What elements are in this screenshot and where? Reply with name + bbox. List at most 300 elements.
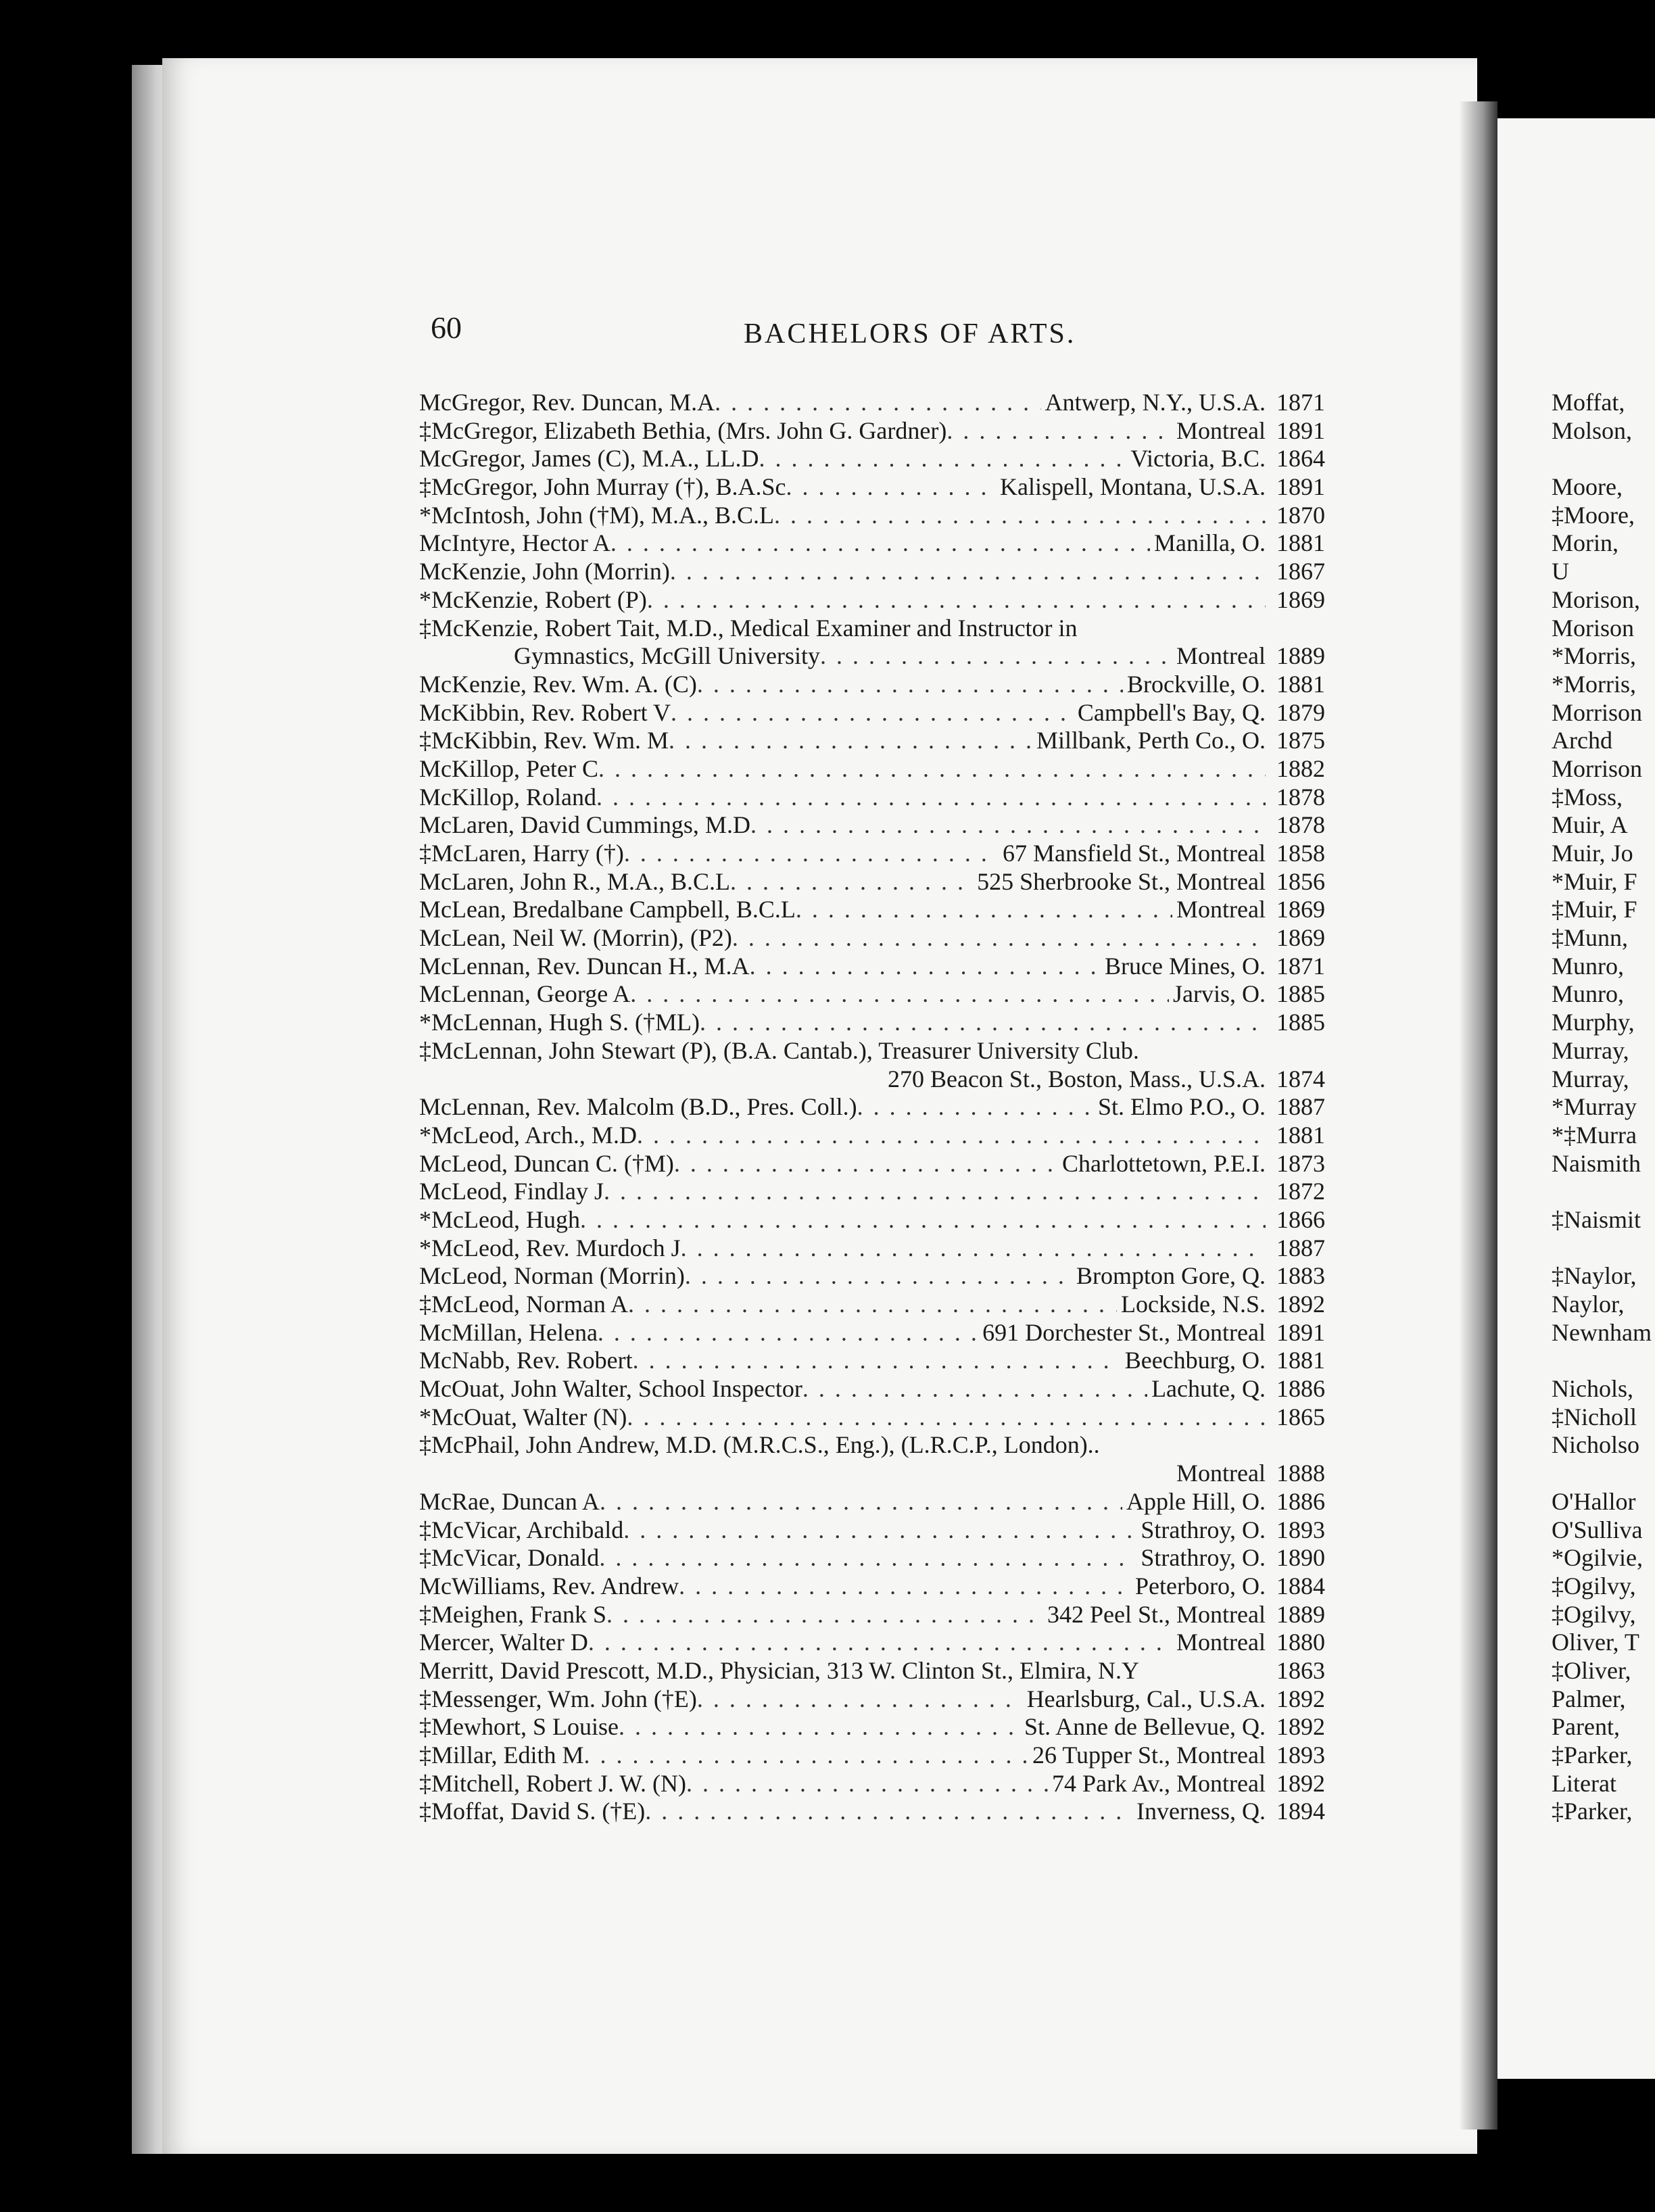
entry-location: Montreal bbox=[1176, 1460, 1266, 1487]
facing-page-fragment: ‡Parker, bbox=[1552, 1741, 1633, 1769]
entry-row bbox=[419, 1544, 1325, 1572]
entry-name: Merritt, David Prescott, M.D., Physician, 313 W. Clinton St., Elmira, N.Y bbox=[419, 1656, 1139, 1684]
dot-leader bbox=[599, 1544, 1136, 1572]
facing-page-fragment: Munro, bbox=[1552, 952, 1624, 980]
facing-page-fragment bbox=[1552, 1234, 1655, 1263]
entry-row bbox=[419, 1262, 1325, 1291]
entry-row bbox=[419, 558, 1325, 586]
facing-page-fragment: ‡Naylor, bbox=[1552, 1262, 1637, 1290]
entry-year: 1894 bbox=[1276, 1798, 1325, 1825]
entry-name: McLean, Bredalbane Campbell, B.C.L bbox=[419, 896, 796, 923]
entry-year: 1881 bbox=[1276, 1121, 1325, 1149]
facing-page-fragment: Morison bbox=[1552, 614, 1635, 642]
entry-name: ‡Mewhort, S Louise bbox=[419, 1713, 619, 1741]
entry-body bbox=[419, 784, 1266, 812]
entry-row bbox=[419, 1206, 1325, 1234]
entry-location: Bruce Mines, O. bbox=[1105, 952, 1266, 980]
dot-leader bbox=[679, 1572, 1131, 1601]
entry-year: 1888 bbox=[1276, 1460, 1325, 1487]
entry-name: *McOuat, Walter (N) bbox=[419, 1403, 627, 1430]
entry-name: McGregor, Rev. Duncan, M.A bbox=[419, 389, 715, 416]
entry-body bbox=[419, 1150, 1266, 1178]
facing-page-fragment: Nichols, bbox=[1552, 1375, 1633, 1403]
facing-page-fragment: ‡Nicholl bbox=[1552, 1403, 1637, 1430]
entry-name: McLeod, Duncan C. (†M) bbox=[419, 1149, 674, 1177]
entry-row bbox=[419, 1178, 1325, 1206]
entry-body bbox=[419, 1206, 1266, 1234]
entry-row bbox=[419, 840, 1325, 868]
entry-year: 1881 bbox=[1276, 670, 1325, 698]
entry-row bbox=[419, 1488, 1325, 1516]
facing-page-fragment: *Murray bbox=[1552, 1093, 1637, 1121]
entry-name: ‡Mitchell, Robert J. W. (N) bbox=[419, 1769, 686, 1797]
entry-body bbox=[419, 642, 1266, 671]
entry-name: *McIntosh, John (†M), M.A., B.C.L bbox=[419, 501, 775, 529]
entry-year: 1891 bbox=[1276, 1318, 1325, 1346]
entry-body bbox=[419, 558, 1266, 586]
entry-row bbox=[419, 1375, 1325, 1403]
entry-row bbox=[419, 953, 1325, 981]
entry-body bbox=[419, 1629, 1266, 1657]
dot-leader bbox=[674, 1150, 1058, 1178]
entry-row bbox=[419, 896, 1325, 924]
entry-year: 1870 bbox=[1276, 501, 1325, 529]
entry-body bbox=[419, 840, 1266, 868]
entry-year: 1878 bbox=[1276, 783, 1325, 811]
entry-name: ‡McGregor, John Murray (†), B.A.Sc bbox=[419, 473, 786, 501]
entry-body bbox=[419, 615, 1266, 643]
entry-name: McLennan, Rev. Malcolm (B.D., Pres. Coll.) bbox=[419, 1093, 857, 1121]
facing-page-fragment bbox=[1552, 1178, 1655, 1206]
dot-leader bbox=[730, 868, 973, 896]
dot-leader bbox=[670, 558, 1266, 586]
entry-location: 525 Sherbrooke St., Montreal bbox=[977, 867, 1266, 895]
entry-year: 1882 bbox=[1276, 754, 1325, 782]
dot-leader bbox=[624, 840, 999, 868]
entry-body bbox=[419, 1798, 1266, 1826]
entry-location: St. Anne de Bellevue, Q. bbox=[1024, 1713, 1266, 1741]
entry-location: Campbell's Bay, Q. bbox=[1077, 698, 1266, 726]
entry-year: 1883 bbox=[1276, 1262, 1325, 1290]
entry-name: ‡McLeod, Norman A bbox=[419, 1291, 628, 1318]
entry-row bbox=[419, 445, 1325, 473]
facing-page-fragment: Murphy, bbox=[1552, 1009, 1635, 1036]
entry-year: 1879 bbox=[1276, 698, 1325, 726]
facing-page-fragment: O'Hallor bbox=[1552, 1487, 1636, 1515]
entry-body bbox=[419, 389, 1266, 417]
facing-page-fragment: ‡Moss, bbox=[1552, 783, 1623, 811]
entry-year: 1872 bbox=[1276, 1178, 1325, 1205]
entry-body bbox=[419, 1544, 1266, 1572]
entry-row bbox=[419, 1629, 1325, 1657]
facing-page-fragment: Parent, bbox=[1552, 1713, 1620, 1741]
entry-body bbox=[419, 1093, 1266, 1122]
entry-year: 1890 bbox=[1276, 1544, 1325, 1572]
entry-location: Lachute, Q. bbox=[1151, 1375, 1266, 1403]
entry-location: Inverness, Q. bbox=[1136, 1798, 1266, 1825]
entry-body bbox=[419, 1516, 1266, 1545]
entry-location: Hearlsburg, Cal., U.S.A. bbox=[1026, 1685, 1266, 1712]
entry-location: 67 Mansfield St., Montreal bbox=[1003, 840, 1266, 867]
entry-location: Jarvis, O. bbox=[1173, 980, 1266, 1008]
facing-page-fragment: Moffat, bbox=[1552, 389, 1625, 416]
entry-name: Mercer, Walter D bbox=[419, 1629, 588, 1656]
entry-name: *McLennan, Hugh S. (†ML) bbox=[419, 1009, 700, 1036]
entry-year: 1858 bbox=[1276, 840, 1325, 867]
page-number: 60 bbox=[431, 310, 462, 345]
dot-leader bbox=[774, 502, 1266, 530]
dot-leader bbox=[623, 1516, 1136, 1545]
entry-location: Kalispell, Montana, U.S.A. bbox=[1000, 473, 1266, 501]
entry-row bbox=[419, 784, 1325, 812]
entry-row bbox=[419, 811, 1325, 840]
facing-page-fragment: Murray, bbox=[1552, 1036, 1629, 1064]
entry-name: McLennan, Rev. Duncan H., M.A bbox=[419, 952, 750, 980]
facing-page-fragment bbox=[1552, 445, 1655, 473]
entry-name: ‡Messenger, Wm. John (†E) bbox=[419, 1685, 697, 1712]
entry-location: 270 Beacon St., Boston, Mass., U.S.A. bbox=[887, 1065, 1266, 1092]
facing-page-fragment: Oliver, T bbox=[1552, 1629, 1639, 1656]
facing-page-fragment: Palmer, bbox=[1552, 1685, 1626, 1712]
facing-page-fragment: Literat bbox=[1552, 1769, 1616, 1797]
entry-row bbox=[419, 1798, 1325, 1826]
entry-location: Montreal bbox=[1176, 642, 1266, 670]
entry-year: 1866 bbox=[1276, 1205, 1325, 1233]
entry-body bbox=[419, 1037, 1266, 1065]
facing-page-fragment: ‡Ogilvy, bbox=[1552, 1572, 1636, 1600]
entry-body bbox=[419, 811, 1266, 840]
facing-page-fragment: ‡Naismit bbox=[1552, 1205, 1641, 1233]
entry-body bbox=[419, 417, 1266, 446]
entry-location: Manilla, O. bbox=[1154, 529, 1266, 557]
facing-page-fragment: O'Sulliva bbox=[1552, 1516, 1643, 1543]
entry-row bbox=[419, 1657, 1325, 1685]
entry-year: 1891 bbox=[1276, 473, 1325, 501]
facing-page-fragment: U bbox=[1552, 558, 1569, 585]
entry-row bbox=[419, 1741, 1325, 1770]
entry-row bbox=[419, 1572, 1325, 1601]
dot-leader bbox=[630, 980, 1169, 1009]
dot-leader bbox=[700, 1009, 1266, 1037]
dot-leader bbox=[686, 1770, 1048, 1798]
entry-body bbox=[419, 445, 1266, 473]
entry-location: Brompton Gore, Q. bbox=[1076, 1262, 1266, 1290]
dot-leader bbox=[671, 699, 1074, 727]
entry-year: 1885 bbox=[1276, 980, 1325, 1008]
entry-body bbox=[419, 1601, 1266, 1629]
entry-location: Montreal bbox=[1176, 1629, 1266, 1656]
entry-location: Strathroy, O. bbox=[1141, 1516, 1266, 1543]
dot-leader bbox=[606, 1601, 1043, 1629]
entry-row bbox=[419, 924, 1325, 953]
entry-name: ‡Moffat, David S. (†E) bbox=[419, 1798, 646, 1825]
entry-row bbox=[419, 755, 1325, 784]
dot-leader bbox=[669, 727, 1032, 755]
facing-page-fragment: Archd bbox=[1552, 727, 1612, 754]
facing-page bbox=[1497, 118, 1655, 2079]
entry-body bbox=[419, 980, 1266, 1009]
entry-body bbox=[419, 896, 1266, 924]
entry-body bbox=[419, 1291, 1266, 1319]
dot-leader bbox=[857, 1093, 1094, 1122]
entry-body bbox=[419, 1685, 1266, 1714]
facing-page-fragment: Muir, A bbox=[1552, 811, 1628, 839]
dot-leader bbox=[598, 1319, 978, 1347]
facing-page-fragment: Morin, bbox=[1552, 529, 1618, 557]
entry-row bbox=[419, 1150, 1325, 1178]
entry-year: 1887 bbox=[1276, 1234, 1325, 1261]
entry-row bbox=[419, 473, 1325, 502]
entry-row bbox=[419, 1234, 1325, 1263]
entry-location: St. Elmo P.O., O. bbox=[1097, 1093, 1266, 1121]
entry-name: ‡McVicar, Archibald bbox=[419, 1516, 624, 1543]
dot-leader bbox=[598, 755, 1266, 784]
entry-name: ‡McPhail, John Andrew, M.D. (M.R.C.S., Eng.), (L.R.C.P., London).. bbox=[419, 1431, 1100, 1459]
entry-year: 1878 bbox=[1276, 811, 1325, 839]
entry-row bbox=[419, 1713, 1325, 1741]
entry-location: 342 Peel St., Montreal bbox=[1047, 1600, 1266, 1628]
entry-year: 1867 bbox=[1276, 558, 1325, 585]
entry-body bbox=[419, 1657, 1266, 1685]
entry-year: 1891 bbox=[1276, 416, 1325, 444]
entry-body bbox=[419, 529, 1266, 558]
entry-year: 1892 bbox=[1276, 1685, 1325, 1712]
entry-row bbox=[419, 1460, 1325, 1488]
entry-name: ‡Millar, Edith M bbox=[419, 1741, 584, 1769]
entry-location: Montreal bbox=[1176, 416, 1266, 444]
entry-body bbox=[419, 1403, 1266, 1432]
entry-year: 1881 bbox=[1276, 1347, 1325, 1374]
entry-name: McNabb, Rev. Robert bbox=[419, 1347, 633, 1374]
facing-page-fragment: *Muir, F bbox=[1552, 867, 1637, 895]
entry-body bbox=[419, 1713, 1266, 1741]
entry-year: 1856 bbox=[1276, 867, 1325, 895]
entry-row bbox=[419, 389, 1325, 417]
entry-name: McLeod, Findlay J bbox=[419, 1178, 604, 1205]
entry-name: McLaren, John R., M.A., B.C.L bbox=[419, 867, 730, 895]
facing-page-fragment: *‡Murra bbox=[1552, 1121, 1637, 1149]
entry-body bbox=[419, 1065, 1266, 1094]
entry-location: Beechburg, O. bbox=[1124, 1347, 1266, 1374]
entry-name: McOuat, John Walter, School Inspector bbox=[419, 1375, 802, 1403]
entry-body bbox=[419, 1741, 1266, 1770]
entry-location: 691 Dorchester St., Montreal bbox=[982, 1318, 1266, 1346]
entry-year: 1863 bbox=[1276, 1656, 1325, 1684]
entry-row bbox=[419, 1065, 1325, 1094]
dot-leader bbox=[580, 1206, 1266, 1234]
entry-row bbox=[419, 1122, 1325, 1150]
entry-year: 1871 bbox=[1276, 389, 1325, 416]
entry-year: 1865 bbox=[1276, 1403, 1325, 1430]
facing-page-fragment: Munro, bbox=[1552, 980, 1624, 1008]
entry-year: 1884 bbox=[1276, 1572, 1325, 1600]
entry-row bbox=[419, 1516, 1325, 1545]
book-gutter bbox=[1460, 101, 1497, 2130]
facing-page-fragment: ‡Moore, bbox=[1552, 501, 1635, 529]
entry-row bbox=[419, 1403, 1325, 1432]
facing-page-fragment: Morrison bbox=[1552, 754, 1642, 782]
entry-list bbox=[419, 389, 1325, 1826]
dot-leader bbox=[750, 811, 1266, 840]
dot-leader bbox=[685, 1262, 1072, 1291]
dot-leader bbox=[645, 1798, 1132, 1826]
entry-year: 1869 bbox=[1276, 924, 1325, 952]
entry-row bbox=[419, 671, 1325, 699]
entry-year: 1871 bbox=[1276, 952, 1325, 980]
entry-row bbox=[419, 615, 1325, 643]
entry-row bbox=[419, 586, 1325, 615]
entry-year: 1875 bbox=[1276, 727, 1325, 754]
entry-name: Gymnastics, McGill University bbox=[514, 642, 820, 670]
entry-name: ‡McKibbin, Rev. Wm. M bbox=[419, 727, 669, 754]
entry-row bbox=[419, 1431, 1325, 1460]
facing-page-fragment: *Morris, bbox=[1552, 670, 1636, 698]
entry-location: Montreal bbox=[1176, 896, 1266, 923]
facing-page-fragment: ‡Parker, bbox=[1552, 1798, 1633, 1825]
dot-leader bbox=[633, 1347, 1121, 1375]
entry-row bbox=[419, 1009, 1325, 1037]
entry-year: 1881 bbox=[1276, 529, 1325, 557]
entry-year: 1864 bbox=[1276, 445, 1325, 473]
entry-name: McKenzie, Rev. Wm. A. (C) bbox=[419, 670, 697, 698]
facing-page-fragment: ‡Ogilvy, bbox=[1552, 1600, 1636, 1628]
entry-row bbox=[419, 1347, 1325, 1375]
entry-row bbox=[419, 1770, 1325, 1798]
entry-name: McKillop, Peter C bbox=[419, 754, 598, 782]
entry-row bbox=[419, 642, 1325, 671]
facing-page-fragment: Naismith bbox=[1552, 1149, 1641, 1177]
entry-row bbox=[419, 502, 1325, 530]
dot-leader bbox=[596, 784, 1266, 812]
entry-body bbox=[419, 924, 1266, 953]
facing-page-fragment: Nicholso bbox=[1552, 1431, 1639, 1459]
entry-location: 74 Park Av., Montreal bbox=[1052, 1769, 1266, 1797]
entry-row bbox=[419, 1601, 1325, 1629]
entry-body bbox=[419, 671, 1266, 699]
entry-name: ‡McLaren, Harry (†) bbox=[419, 840, 624, 867]
entry-row bbox=[419, 868, 1325, 896]
entry-location: Antwerp, N.Y., U.S.A. bbox=[1045, 389, 1266, 416]
dot-leader bbox=[697, 1685, 1023, 1714]
entry-body bbox=[419, 1234, 1266, 1263]
dot-leader bbox=[584, 1741, 1028, 1770]
entry-year: 1889 bbox=[1276, 642, 1325, 670]
entry-year: 1887 bbox=[1276, 1093, 1325, 1121]
entry-name: ‡Meighen, Frank S bbox=[419, 1600, 606, 1628]
entry-body bbox=[419, 1009, 1266, 1037]
entry-name: McLennan, George A bbox=[419, 980, 631, 1008]
running-title: BACHELORS OF ARTS. bbox=[744, 318, 1076, 350]
entry-name: McWilliams, Rev. Andrew bbox=[419, 1572, 679, 1600]
entry-body bbox=[419, 755, 1266, 784]
entry-body bbox=[419, 1122, 1266, 1150]
entry-location: Victoria, B.C. bbox=[1130, 445, 1266, 473]
entry-name: ‡McKenzie, Robert Tait, M.D., Medical Examiner and Instructor in bbox=[419, 614, 1078, 642]
dot-leader bbox=[637, 1122, 1266, 1150]
entry-body bbox=[419, 699, 1266, 727]
entry-year: 1873 bbox=[1276, 1149, 1325, 1177]
dot-leader bbox=[627, 1403, 1266, 1432]
facing-page-fragment: ‡Muir, F bbox=[1552, 896, 1637, 923]
entry-body bbox=[419, 1572, 1266, 1601]
entry-row bbox=[419, 699, 1325, 727]
entry-location: Charlottetown, P.E.I. bbox=[1062, 1149, 1266, 1177]
entry-year: 1893 bbox=[1276, 1516, 1325, 1543]
entry-location: Apple Hill, O. bbox=[1126, 1487, 1266, 1515]
entry-name: ‡McLennan, John Stewart (P), (B.A. Cantab.), Treasurer University Club. bbox=[419, 1036, 1139, 1064]
dot-leader bbox=[802, 1375, 1147, 1403]
entry-name: McGregor, James (C), M.A., LL.D bbox=[419, 445, 759, 473]
facing-page-fragment: Newnham bbox=[1552, 1318, 1652, 1346]
entry-body bbox=[419, 1770, 1266, 1798]
facing-page-fragment: Morrison bbox=[1552, 698, 1642, 726]
entry-body bbox=[419, 1347, 1266, 1375]
entry-year: 1874 bbox=[1276, 1065, 1325, 1092]
entry-name: *McKenzie, Robert (P) bbox=[419, 585, 647, 613]
entry-year: 1886 bbox=[1276, 1487, 1325, 1515]
entry-body bbox=[419, 1460, 1266, 1488]
entry-name: *McLeod, Hugh bbox=[419, 1205, 580, 1233]
entry-year: 1892 bbox=[1276, 1713, 1325, 1741]
entry-name: ‡McGregor, Elizabeth Bethia, (Mrs. John G. Gardner) bbox=[419, 416, 947, 444]
facing-page-fragment: Morison, bbox=[1552, 585, 1641, 613]
entry-year: 1892 bbox=[1276, 1769, 1325, 1797]
entry-name: McKillop, Roland bbox=[419, 783, 596, 811]
entry-body bbox=[419, 953, 1266, 981]
facing-page-fragment: Molson, bbox=[1552, 416, 1633, 444]
entry-body bbox=[419, 1488, 1266, 1516]
entry-body bbox=[419, 1375, 1266, 1403]
entry-year: 1889 bbox=[1276, 1600, 1325, 1628]
entry-name: McKibbin, Rev. Robert V bbox=[419, 698, 671, 726]
entry-row bbox=[419, 1093, 1325, 1122]
dot-leader bbox=[697, 671, 1123, 699]
facing-page-fragment bbox=[1552, 1347, 1655, 1375]
entry-body bbox=[419, 868, 1266, 896]
entry-name: McMillan, Helena bbox=[419, 1318, 598, 1346]
entry-location: 26 Tupper St., Montreal bbox=[1032, 1741, 1266, 1769]
entry-body bbox=[419, 473, 1266, 502]
facing-page-fragment: *Morris, bbox=[1552, 642, 1636, 670]
dot-leader bbox=[946, 417, 1172, 446]
entry-body bbox=[419, 1178, 1266, 1206]
entry-row bbox=[419, 1291, 1325, 1319]
dot-leader bbox=[732, 924, 1266, 953]
entry-location: Strathroy, O. bbox=[1141, 1544, 1266, 1572]
facing-page-fragment: ‡Oliver, bbox=[1552, 1656, 1631, 1684]
dot-leader bbox=[796, 896, 1172, 924]
entry-location: Brockville, O. bbox=[1127, 670, 1266, 698]
entry-year: 1869 bbox=[1276, 585, 1325, 613]
entry-name: McRae, Duncan A bbox=[419, 1487, 600, 1515]
entry-name: *McLeod, Arch., M.D bbox=[419, 1121, 637, 1149]
entry-year: 1885 bbox=[1276, 1009, 1325, 1036]
entry-year: 1892 bbox=[1276, 1291, 1325, 1318]
entry-body bbox=[419, 586, 1266, 615]
entry-body bbox=[419, 1262, 1266, 1291]
dot-leader bbox=[759, 445, 1126, 473]
entry-row bbox=[419, 1319, 1325, 1347]
entry-name: McLean, Neil W. (Morrin), (P2) bbox=[419, 924, 732, 952]
dot-leader bbox=[588, 1629, 1172, 1657]
entry-year: 1880 bbox=[1276, 1629, 1325, 1656]
facing-page-fragments bbox=[1552, 389, 1655, 1826]
facing-page-fragment: Muir, Jo bbox=[1552, 840, 1633, 867]
entry-row bbox=[419, 980, 1325, 1009]
entry-location: Millbank, Perth Co., O. bbox=[1036, 727, 1266, 754]
dot-leader bbox=[715, 389, 1041, 417]
entry-name: McIntyre, Hector A bbox=[419, 529, 610, 557]
